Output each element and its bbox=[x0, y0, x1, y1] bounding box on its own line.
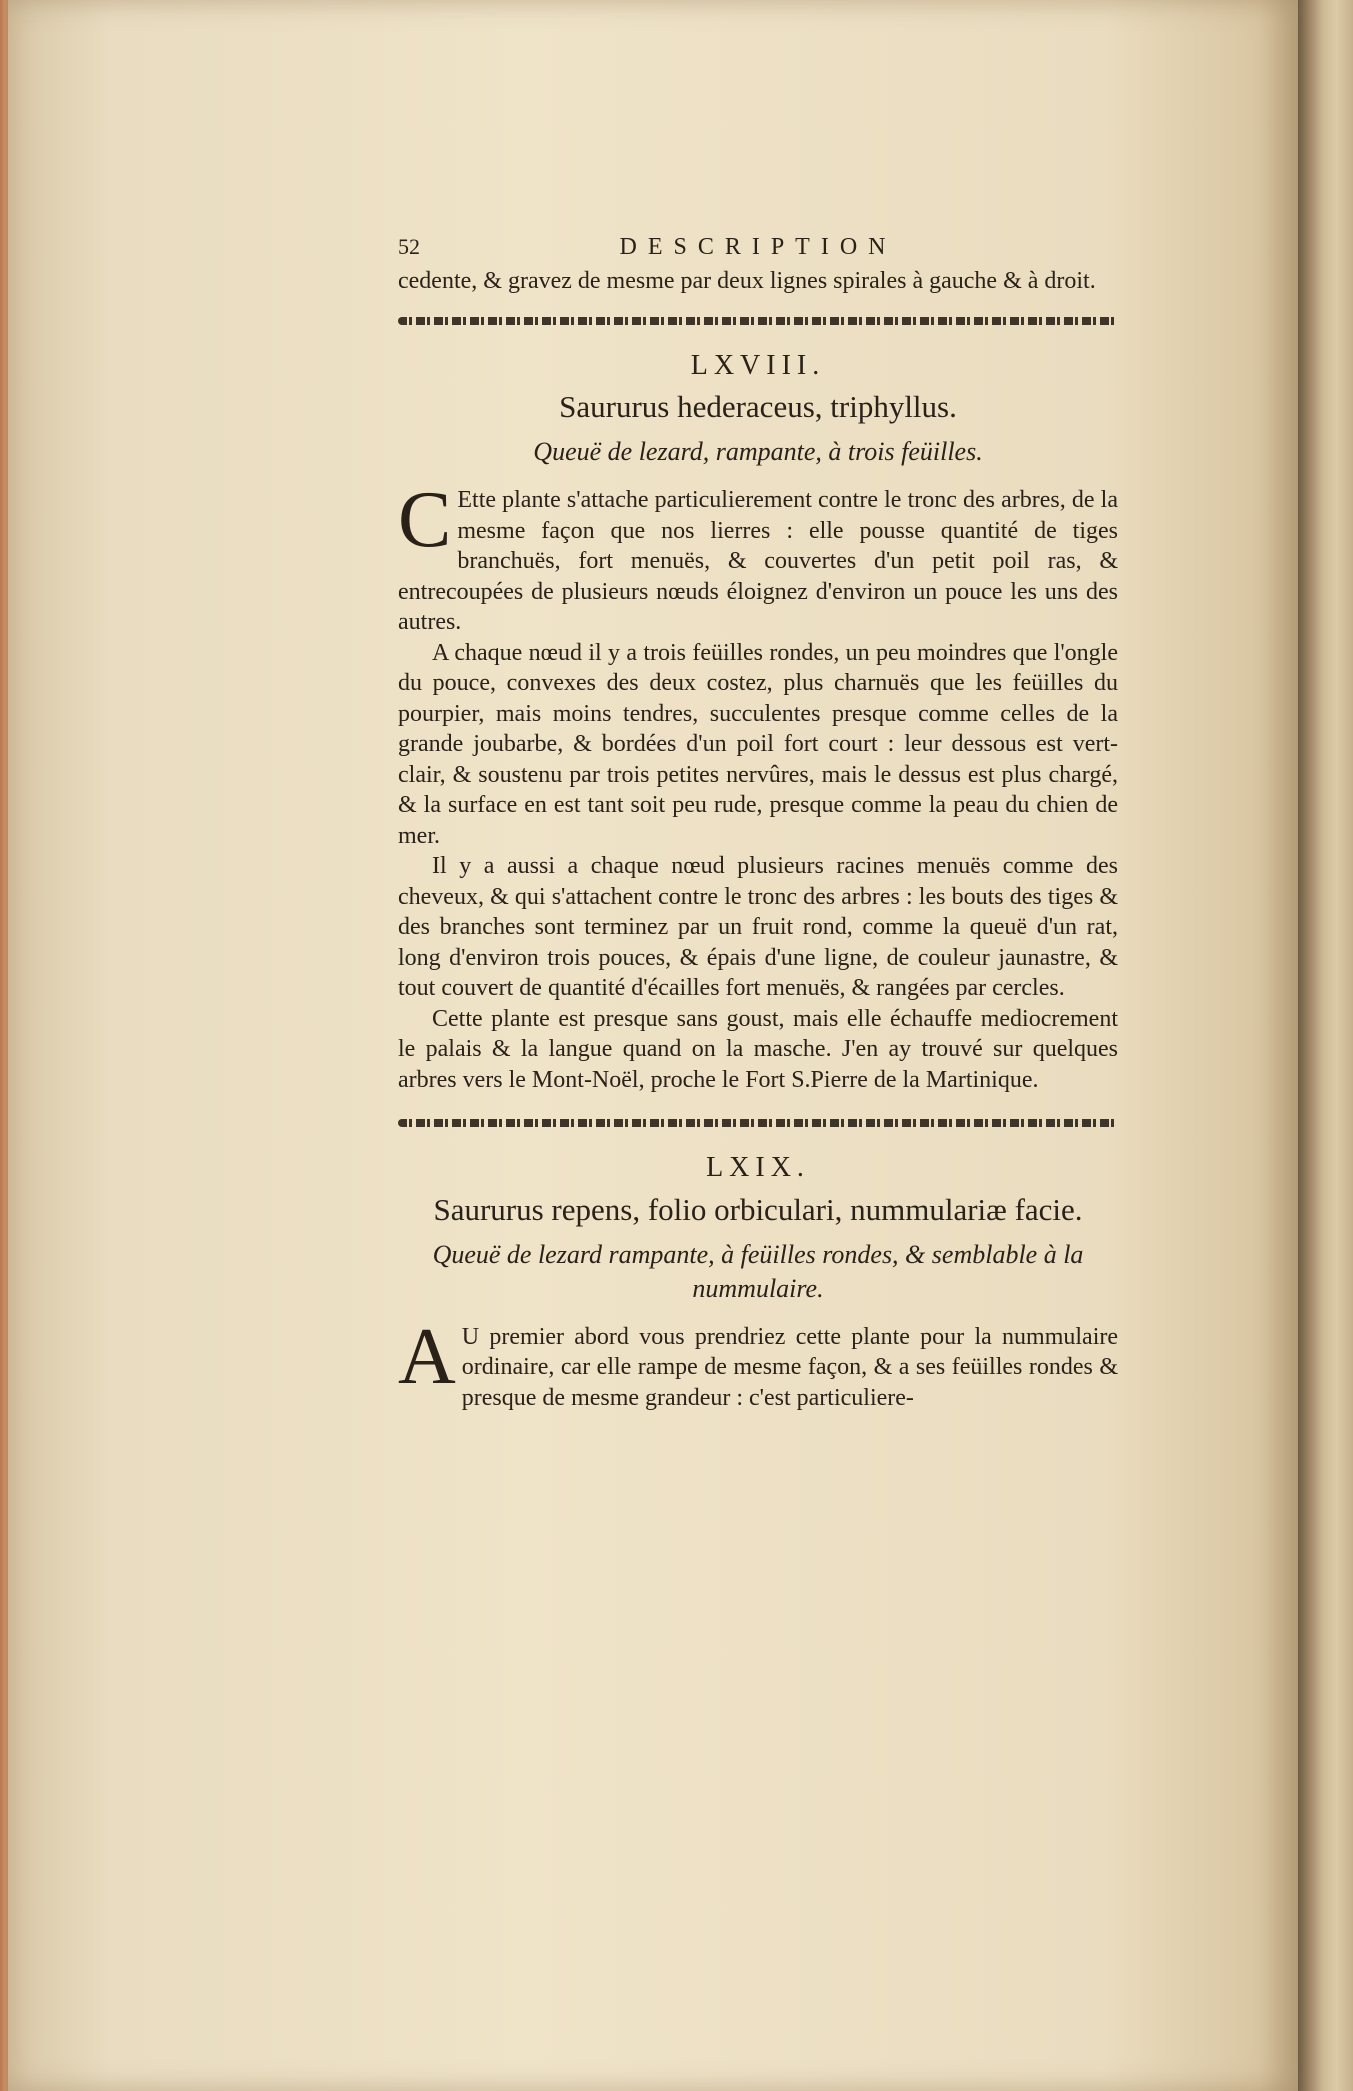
page-number: 52 bbox=[398, 234, 420, 259]
ornament-divider bbox=[398, 1119, 1118, 1127]
section-numeral: LXIX. bbox=[706, 1152, 810, 1183]
paragraph bbox=[398, 476, 1118, 638]
running-head bbox=[398, 232, 1118, 266]
latin-name: Saururus repens, folio orbiculari, nummulariæ facie. bbox=[433, 1191, 1083, 1227]
french-name: Queuë de lezard, rampante, à trois feüilles. bbox=[533, 437, 983, 466]
section-numeral: LXVIII. bbox=[690, 349, 826, 381]
paragraph-text: U premier abord vous prendriez cette plante pour la nummulaire ordinaire, car elle rampe de mesme façon, & a ses feüilles rondes & presque de mesme grandeur : c'est particuliere- bbox=[461, 1323, 1118, 1411]
paragraph: Il y a aussi a chaque nœud plusieurs racines menuës comme des cheveux, & qui s'attachent contre le tronc des arbres : les bouts des tiges & des branches sont terminez par un fruit rond, comme la queuë d'un rat, long d'environ trois pouces, & épais d'une ligne, de couleur jaunastre, & tout couvert de quantité d'écailles fort menuës, & rangées par cercles. bbox=[398, 853, 1118, 1001]
continuation-text: cedente, & gravez de mesme par deux lignes spirales à gauche & à droit. bbox=[398, 268, 1096, 294]
page-stack-edge bbox=[1298, 0, 1353, 2091]
text-block bbox=[398, 232, 1118, 1413]
paragraph: A chaque nœud il y a trois feüilles rondes, un peu moindres que l'ongle du pouce, convexes des deux costez, plus charnuës que les feüilles du pourpier, mais moins tendres, succulentes presque comme celles de la grande joubarbe, & bordées d'un poil fort court : leur dessous est vert-clair, & soustenu par trois petites nervûres, mais le dessus est plus chargé, & la surface en est tant soit peu rude, presque comme la peau du chien de mer. bbox=[398, 639, 1118, 849]
latin-name: Saururus hederaceus, triphyllus. bbox=[559, 389, 957, 424]
drop-cap: C bbox=[398, 476, 452, 564]
ornament-divider bbox=[398, 317, 1118, 325]
running-title: DESCRIPTION bbox=[619, 234, 897, 260]
paragraph-text: Ette plante s'attache particulierement contre le tronc des arbres, de la mesme façon que nos lierres : elle pousse quantité de tiges branchuës, fort menuës, & couvertes d'un petit poil ras, & entrecoupées de plusieurs nœuds éloignez d'environ un pouce les uns des autres. bbox=[398, 487, 1118, 635]
paragraph bbox=[398, 1312, 1118, 1414]
french-name: Queuë de lezard rampante, à feüilles rondes, & semblable à la nummulaire. bbox=[432, 1239, 1084, 1303]
drop-cap: A bbox=[398, 1312, 456, 1401]
paragraph: Cette plante est presque sans goust, mais elle échauffe mediocrement le palais & la langue quand on la masche. J'en ay trouvé sur quelques arbres vers le Mont-Noël, proche le Fort S.Pierre de la Martinique. bbox=[398, 1005, 1118, 1093]
